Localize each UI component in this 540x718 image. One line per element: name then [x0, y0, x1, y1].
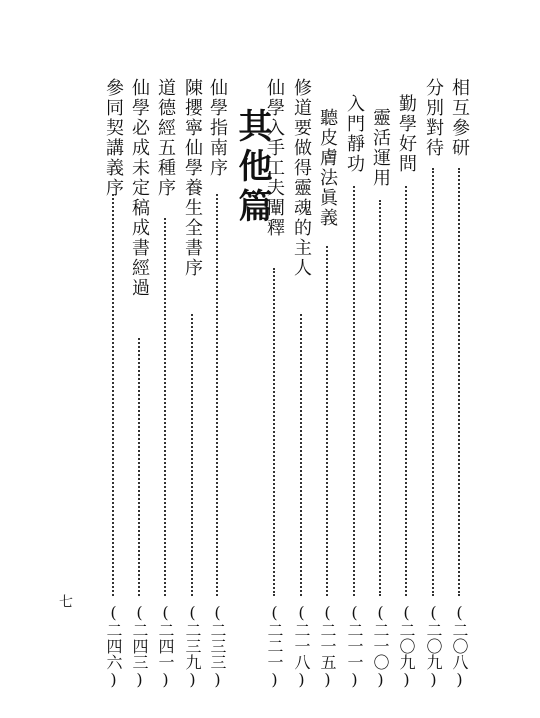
- dot-leader: [191, 314, 193, 596]
- toc-entry[interactable]: [315, 78, 339, 689]
- toc-entry-title: 相互參研: [449, 78, 470, 158]
- dot-leader: [326, 246, 328, 596]
- toc-entry-page: (二一〇): [371, 603, 390, 689]
- toc-entry-page: (二〇九): [397, 603, 416, 689]
- dot-leader: [138, 338, 140, 596]
- dot-leader: [300, 314, 302, 596]
- dot-leader: [458, 168, 460, 596]
- toc-entry-title: 道德經五種序: [155, 78, 176, 198]
- toc-entry-title: 陳攖寧仙學養生全書序: [182, 78, 203, 278]
- toc-entry-page: (二〇九): [424, 603, 443, 689]
- toc-entry[interactable]: [289, 78, 313, 689]
- toc-entry[interactable]: [205, 78, 229, 689]
- toc-entry-page: (二三三): [208, 603, 227, 689]
- dot-leader: [405, 186, 407, 596]
- section-heading: 其他篇: [232, 108, 272, 228]
- toc-entry[interactable]: [447, 78, 471, 689]
- toc-entry-page: (二〇八): [450, 603, 469, 689]
- toc-entry-title: 仙學必成未定稿成書經過: [129, 78, 150, 298]
- toc-entry-title: 聽皮膚法眞義: [317, 108, 338, 228]
- toc-entry-page: (二四一): [156, 603, 175, 689]
- toc-entry-page: (二一一): [345, 603, 364, 689]
- dot-leader: [379, 200, 381, 596]
- dot-leader: [216, 194, 218, 596]
- dot-leader: [164, 218, 166, 596]
- toc-entry-title: 修道要做得靈魂的主人: [291, 78, 312, 278]
- toc-entry-title: 仙學入手工夫闡釋: [264, 78, 285, 238]
- toc-entry-page: (二二一): [265, 603, 284, 689]
- toc-entry[interactable]: [101, 78, 125, 689]
- toc-entry-title: 入門靜功: [344, 94, 365, 174]
- toc-entry-page: (二三九): [183, 603, 202, 689]
- toc-entry[interactable]: [394, 78, 418, 689]
- toc-entry[interactable]: [153, 78, 177, 689]
- toc-entry[interactable]: [180, 78, 204, 689]
- page-number: 七: [57, 594, 73, 608]
- toc-entry-page: (二四三): [130, 603, 149, 689]
- toc-entry-title: 仙學指南序: [207, 78, 228, 178]
- toc-entry-page: (二四六): [104, 603, 123, 689]
- toc-entry[interactable]: [127, 78, 151, 689]
- dot-leader: [432, 168, 434, 596]
- dot-leader: [112, 194, 114, 596]
- toc-entry-page: (二一八): [292, 603, 311, 689]
- toc-entry[interactable]: [342, 78, 366, 689]
- toc-entry-page: (二一五): [318, 603, 337, 689]
- toc-entry-title: 靈活運用: [370, 108, 391, 188]
- toc-entry[interactable]: [368, 78, 392, 689]
- toc-entry-title: 勤學好問: [396, 94, 417, 174]
- dot-leader: [353, 186, 355, 596]
- toc-entry-title: 分別對待: [423, 78, 444, 158]
- dot-leader: [273, 268, 275, 596]
- toc-entry[interactable]: [421, 78, 445, 689]
- toc-entry-title: 參同契講義序: [103, 78, 124, 198]
